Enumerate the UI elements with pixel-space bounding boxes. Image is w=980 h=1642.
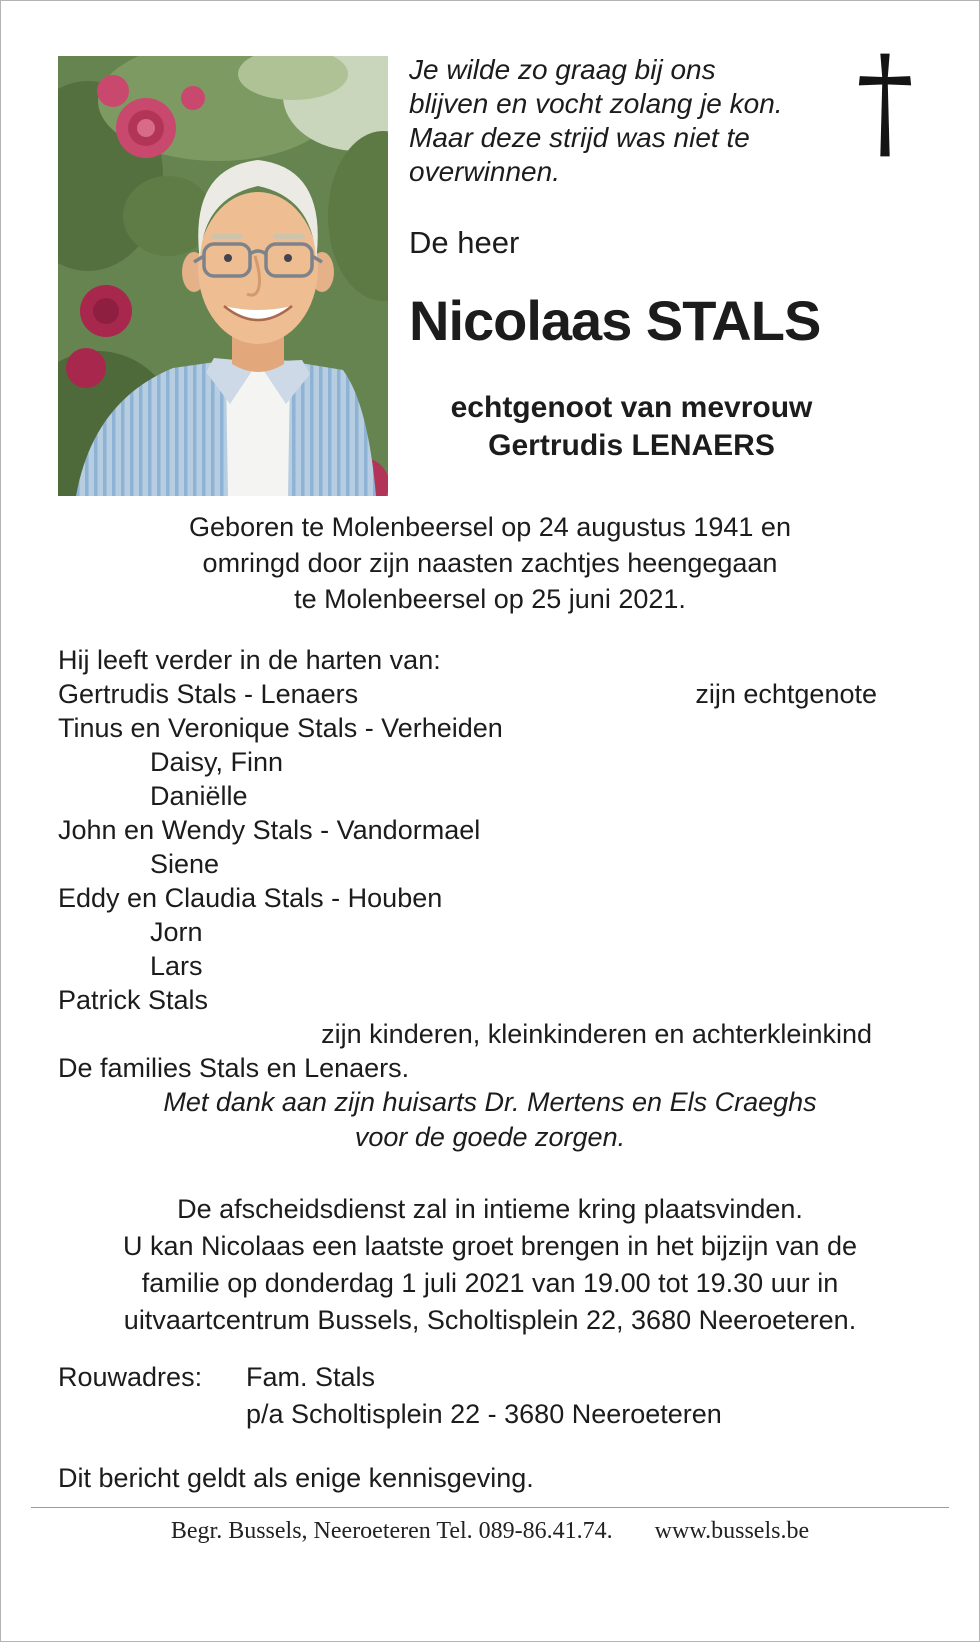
family-member-name: Tinus en Veronique Stals - Verheiden bbox=[58, 713, 503, 743]
mourning-address bbox=[58, 1359, 922, 1433]
family-member-row bbox=[58, 677, 922, 711]
thanks-line: Met dank aan zijn huisarts Dr. Mertens en Els Craeghs bbox=[163, 1087, 817, 1117]
mourning-address-label: Rouwadres: bbox=[58, 1362, 203, 1392]
poem-line: overwinnen. bbox=[409, 156, 560, 187]
thanks-line: voor de goede zorgen. bbox=[354, 1122, 626, 1152]
portrait-photo bbox=[58, 56, 388, 496]
portrait-illustration bbox=[58, 56, 388, 496]
family-member-row bbox=[58, 779, 922, 813]
spouse-intro: echtgenoot van mevrouw bbox=[450, 391, 813, 424]
service-paragraph bbox=[58, 1191, 922, 1339]
family-member-row bbox=[58, 813, 922, 847]
footer-divider bbox=[31, 1507, 949, 1508]
spouse-block bbox=[409, 389, 924, 465]
family-member-name: John en Wendy Stals - Vandormael bbox=[58, 815, 481, 845]
family-children-caption: zijn kinderen, kleinkinderen en achterkleinkind bbox=[321, 1019, 872, 1049]
deceased-name: Nicolaas STALS bbox=[409, 289, 821, 352]
family-relation-label: zijn echtgenote bbox=[695, 679, 877, 709]
birth-death-paragraph bbox=[58, 509, 922, 617]
family-member-row bbox=[58, 881, 922, 915]
family-member-name: Eddy en Claudia Stals - Houben bbox=[58, 883, 443, 913]
family-member-name: Lars bbox=[150, 951, 203, 981]
family-member-row bbox=[58, 711, 922, 745]
salutation: De heer bbox=[409, 225, 520, 260]
family-member-row bbox=[58, 847, 922, 881]
family-list bbox=[58, 643, 922, 1085]
family-member-row bbox=[58, 983, 922, 1017]
service-line: uitvaartcentrum Bussels, Scholtisplein 22, 3680 Neeroeteren. bbox=[123, 1305, 857, 1335]
birth-death-line: omringd door zijn naasten zachtjes heengegaan bbox=[202, 548, 778, 578]
family-member-name: Siene bbox=[150, 849, 220, 879]
family-member-name: Patrick Stals bbox=[58, 985, 209, 1015]
spouse-name: Gertrudis LENAERS bbox=[488, 429, 775, 462]
footer-funeral-home: Begr. Bussels, Neeroeteren Tel. 089-86.41.74. bbox=[170, 1518, 613, 1544]
poem bbox=[409, 53, 924, 189]
thanks-note bbox=[58, 1085, 922, 1155]
family-member-name: Daisy, Finn bbox=[150, 747, 284, 777]
poem-line: Maar deze strijd was niet te bbox=[409, 122, 750, 153]
header-section bbox=[1, 1, 979, 501]
poem-line: blijven en vocht zolang je kon. bbox=[409, 88, 783, 119]
mourning-address-street: p/a Scholtisplein 22 - 3680 Neeroeteren bbox=[246, 1399, 722, 1429]
family-member-row bbox=[58, 745, 922, 779]
footer-website: www.bussels.be bbox=[654, 1518, 810, 1544]
family-member-row bbox=[58, 915, 922, 949]
service-line: familie op donderdag 1 juli 2021 van 19.00 tot 19.30 uur in bbox=[141, 1268, 839, 1298]
family-families-line: De families Stals en Lenaers. bbox=[58, 1053, 410, 1083]
family-member-name: Jorn bbox=[150, 917, 203, 947]
birth-death-line: Geboren te Molenbeersel op 24 augustus 1941 en bbox=[189, 512, 791, 542]
sole-notice: Dit bericht geldt als enige kennisgeving. bbox=[58, 1463, 534, 1493]
family-member-row bbox=[58, 949, 922, 983]
service-line: De afscheidsdienst zal in intieme kring plaatsvinden. bbox=[177, 1194, 803, 1224]
mourning-address-value bbox=[246, 1359, 722, 1433]
birth-death-line: te Molenbeersel op 25 juni 2021. bbox=[294, 584, 686, 614]
service-line: U kan Nicolaas een laatste groet brengen in het bijzijn van de bbox=[123, 1231, 857, 1261]
poem-line: Je wilde zo graag bij ons bbox=[409, 54, 716, 85]
footer bbox=[1, 1518, 979, 1545]
family-intro: Hij leeft verder in de harten van: bbox=[58, 645, 441, 675]
family-member-name: Daniëlle bbox=[150, 781, 248, 811]
family-member-name: Gertrudis Stals - Lenaers bbox=[58, 679, 359, 709]
mourning-address-name: Fam. Stals bbox=[246, 1362, 376, 1392]
